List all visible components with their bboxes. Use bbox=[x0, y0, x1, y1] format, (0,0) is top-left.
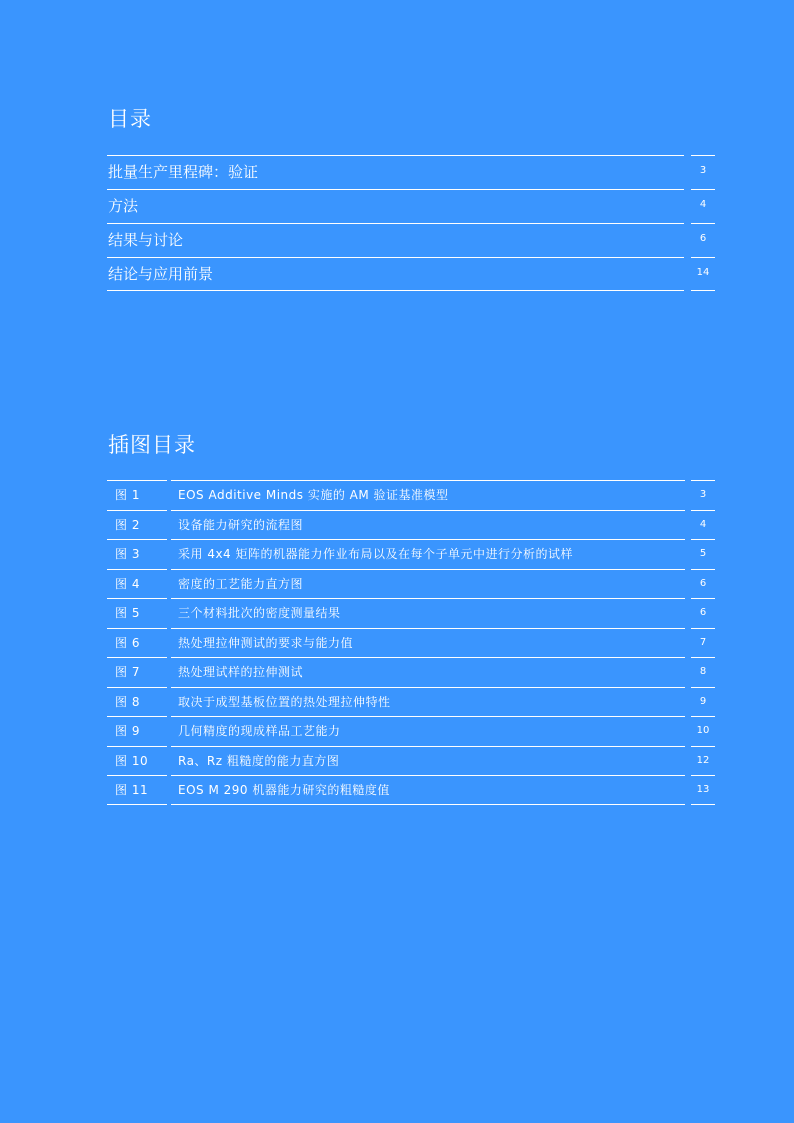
divider bbox=[691, 657, 715, 658]
toc-entry-label: 结论与应用前景 bbox=[108, 265, 214, 283]
divider bbox=[107, 628, 167, 629]
toc-entry-page: 6 bbox=[699, 233, 707, 244]
divider bbox=[107, 746, 167, 747]
figure-number: 图 7 bbox=[115, 665, 140, 679]
figure-page: 5 bbox=[699, 548, 707, 559]
divider bbox=[107, 775, 167, 776]
divider bbox=[107, 480, 167, 481]
figure-label: 热处理试样的拉伸测试 bbox=[178, 665, 304, 679]
divider bbox=[171, 628, 685, 629]
figure-entry[interactable] bbox=[107, 539, 715, 569]
figure-entry[interactable] bbox=[107, 569, 715, 599]
divider bbox=[691, 716, 715, 717]
divider bbox=[171, 775, 685, 776]
figure-page: 6 bbox=[699, 607, 707, 618]
toc-entry-page: 4 bbox=[699, 199, 707, 210]
divider bbox=[107, 539, 167, 540]
divider bbox=[171, 687, 685, 688]
figure-page: 7 bbox=[699, 636, 707, 648]
figure-entry[interactable] bbox=[107, 657, 715, 687]
figure-page: 10 bbox=[696, 725, 710, 736]
toc-entry-label: 批量生产里程碑：验证 bbox=[108, 163, 259, 181]
figure-label: 采用 4x4 矩阵的机器能力作业布局以及在每个子单元中进行分析的试样 bbox=[178, 547, 574, 561]
divider bbox=[171, 746, 685, 747]
figure-number: 图 5 bbox=[115, 606, 140, 620]
figure-label: 设备能力研究的流程图 bbox=[178, 517, 304, 532]
figure-number: 图 9 bbox=[115, 724, 140, 738]
figure-page: 12 bbox=[696, 754, 710, 766]
figure-page: 13 bbox=[696, 784, 710, 795]
divider bbox=[107, 687, 167, 688]
divider bbox=[691, 628, 715, 629]
figure-entry[interactable] bbox=[107, 510, 715, 540]
figure-entry[interactable] bbox=[107, 598, 715, 628]
divider bbox=[107, 569, 167, 570]
divider bbox=[691, 510, 715, 511]
figure-entry[interactable] bbox=[107, 746, 715, 776]
divider bbox=[107, 598, 167, 599]
divider bbox=[691, 804, 715, 805]
figure-number: 图 10 bbox=[115, 753, 149, 768]
toc-entry[interactable] bbox=[107, 223, 715, 257]
figure-entry[interactable] bbox=[107, 687, 715, 717]
figure-entry[interactable] bbox=[107, 716, 715, 746]
toc-entry-label: 方法 bbox=[108, 197, 139, 215]
figure-page: 3 bbox=[699, 489, 707, 500]
toc-entry[interactable] bbox=[107, 155, 715, 189]
toc-title: 目录 bbox=[108, 107, 152, 131]
divider bbox=[107, 657, 167, 658]
divider bbox=[171, 598, 685, 599]
figure-label: 三个材料批次的密度测量结果 bbox=[178, 606, 341, 620]
divider bbox=[691, 598, 715, 599]
divider bbox=[691, 746, 715, 747]
figure-number: 图 8 bbox=[115, 694, 140, 709]
figure-label: EOS Additive Minds 实施的 AM 验证基准模型 bbox=[178, 488, 449, 502]
figure-label: 取决于成型基板位置的热处理拉伸特性 bbox=[178, 694, 391, 709]
divider bbox=[691, 775, 715, 776]
toc-entry[interactable] bbox=[107, 257, 715, 291]
figure-label: 密度的工艺能力直方图 bbox=[178, 576, 304, 591]
figure-label: 热处理拉伸测试的要求与能力值 bbox=[178, 635, 354, 650]
toc-list bbox=[107, 155, 715, 291]
figure-number: 图 1 bbox=[115, 488, 140, 502]
figures-title: 插图目录 bbox=[108, 433, 196, 457]
divider bbox=[691, 480, 715, 481]
divider bbox=[691, 539, 715, 540]
figure-label: Ra、Rz 粗糙度的能力直方图 bbox=[178, 753, 340, 768]
figure-page: 6 bbox=[699, 577, 707, 589]
figure-number: 图 4 bbox=[115, 576, 140, 591]
figure-page: 9 bbox=[699, 695, 707, 707]
divider bbox=[171, 569, 685, 570]
divider bbox=[171, 657, 685, 658]
divider bbox=[171, 804, 685, 805]
figure-label: 几何精度的现成样品工艺能力 bbox=[178, 724, 341, 738]
toc-entry-page: 3 bbox=[699, 165, 707, 176]
divider bbox=[171, 480, 685, 481]
divider bbox=[171, 539, 685, 540]
divider bbox=[691, 569, 715, 570]
figure-page: 4 bbox=[699, 518, 707, 530]
figure-label: EOS M 290 机器能力研究的粗糙度值 bbox=[178, 783, 390, 797]
figure-page: 8 bbox=[699, 666, 707, 677]
divider bbox=[107, 290, 684, 291]
figure-entry[interactable] bbox=[107, 775, 715, 805]
figure-number: 图 11 bbox=[115, 783, 149, 797]
figure-entry[interactable] bbox=[107, 480, 715, 510]
figure-number: 图 3 bbox=[115, 547, 140, 561]
toc-entry-label: 结果与讨论 bbox=[108, 231, 184, 249]
figure-number: 图 6 bbox=[115, 635, 140, 650]
divider bbox=[107, 716, 167, 717]
divider bbox=[691, 687, 715, 688]
divider bbox=[171, 716, 685, 717]
divider bbox=[171, 510, 685, 511]
divider bbox=[107, 804, 167, 805]
figure-number: 图 2 bbox=[115, 517, 140, 532]
toc-entry[interactable] bbox=[107, 189, 715, 223]
divider bbox=[107, 510, 167, 511]
figure-entry[interactable] bbox=[107, 628, 715, 658]
figures-list bbox=[107, 480, 715, 805]
divider bbox=[691, 290, 715, 291]
toc-entry-page: 14 bbox=[696, 267, 710, 278]
